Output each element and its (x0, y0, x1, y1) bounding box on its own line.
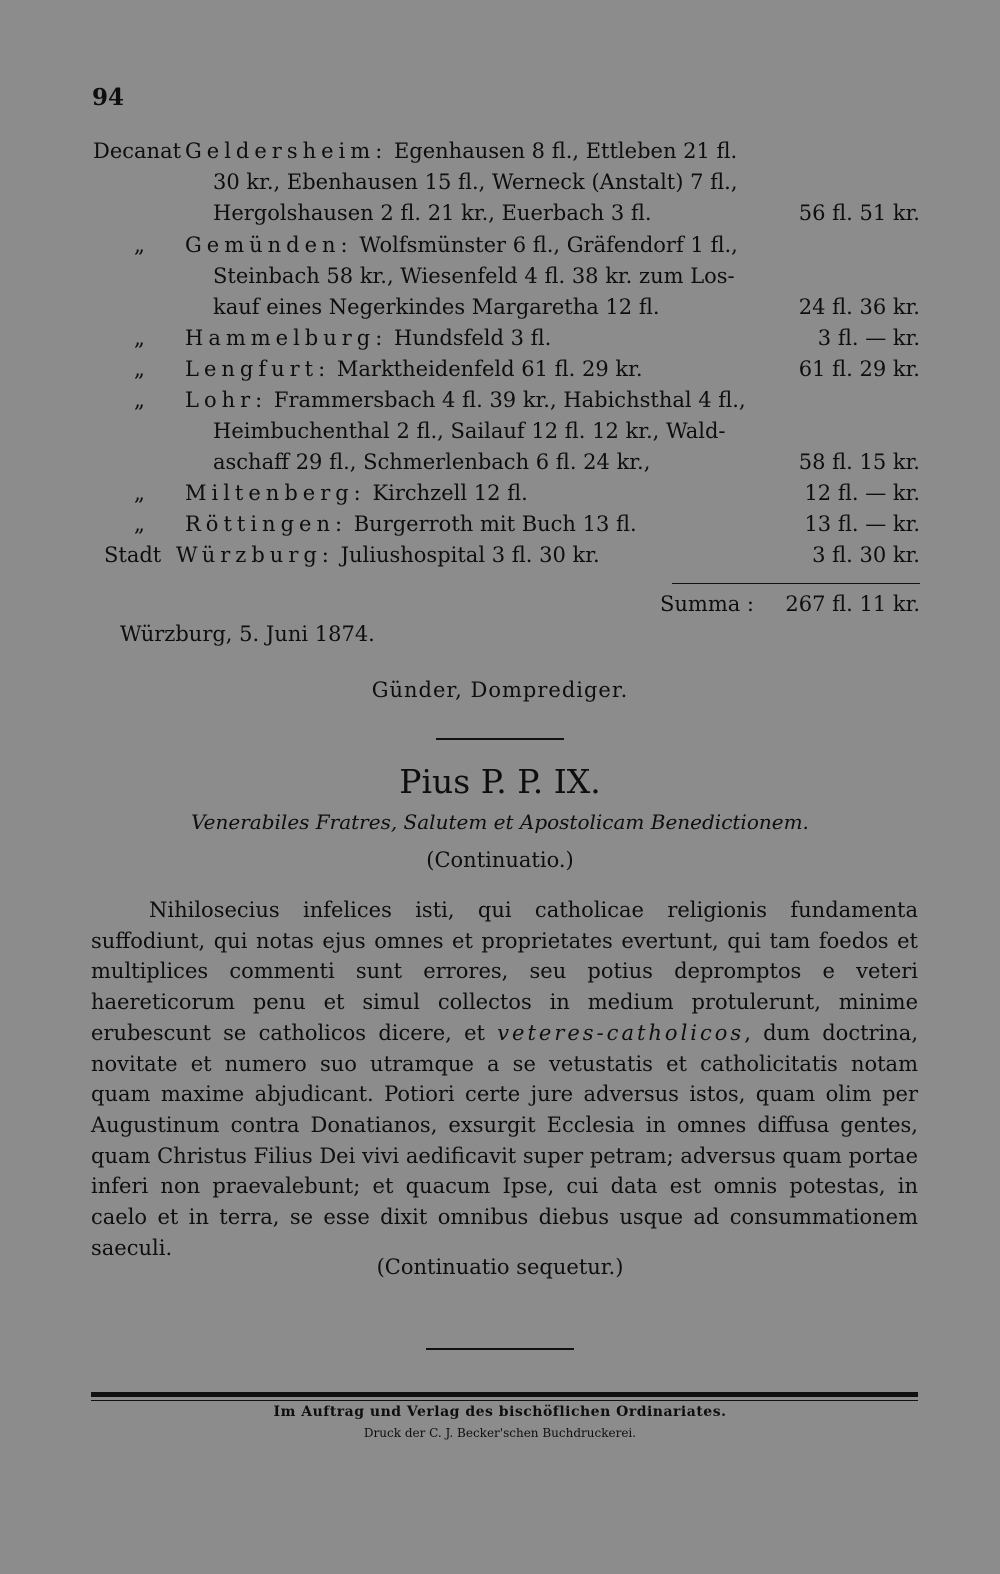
row-text: Wolfsmünster 6 fl., Gräfendorf 1 fl., (359, 233, 738, 257)
place-date: Würzburg, 5. Juni 1874. (120, 622, 375, 646)
row-text: Kirchzell 12 fl. (372, 481, 528, 505)
page-number: 94 (92, 84, 125, 111)
list-row (0, 326, 1000, 356)
row-text: Marktheidenfeld 61 fl. 29 kr. (336, 357, 643, 381)
list-row (0, 264, 1000, 294)
list-row (0, 201, 1000, 231)
ditto-mark: „ (134, 512, 145, 536)
list-row (0, 543, 1000, 573)
list-row (0, 139, 1000, 169)
row-text: Hergolshausen 2 fl. 21 kr., Euerbach 3 fl. (213, 201, 652, 225)
row-text: Hundsfeld 3 fl. (394, 326, 552, 350)
row-place: Gemünden: (185, 233, 353, 257)
row-place: Röttingen: (185, 512, 348, 536)
row-place: Geldersheim: (185, 139, 388, 163)
list-row (0, 233, 1000, 263)
row-place: Würzburg: (176, 543, 334, 567)
row-text: Steinbach 58 kr., Wiesenfeld 4 fl. 38 kr. zum Los- (213, 264, 735, 288)
imprint-printer: Druck der C. J. Becker'schen Buchdruckerei. (363, 1426, 637, 1440)
row-text: Heimbuchenthal 2 fl., Sailauf 12 fl. 12 kr., Wald- (213, 419, 726, 443)
list-row (0, 295, 1000, 325)
row-place: Lohr: (185, 388, 268, 412)
section-divider (436, 738, 564, 740)
ditto-mark: „ (134, 481, 145, 505)
continuatio-sequetur: (Continuatio sequetur.) (376, 1255, 624, 1279)
document-title: Pius P. P. IX. (399, 762, 601, 801)
list-row (0, 388, 1000, 418)
signature: Günder, Domprediger. (371, 678, 629, 702)
ditto-mark: „ (134, 388, 145, 412)
row-place: Lengfurt: (185, 357, 331, 381)
imprint-publisher: Im Auftrag und Verlag des bischöflichen Ordinariates. (273, 1404, 727, 1420)
sum-divider (672, 583, 920, 584)
ditto-mark: „ (134, 233, 145, 257)
row-amount: 13 fl. — kr. (804, 512, 920, 536)
list-row (0, 450, 1000, 480)
row-text: Juliushospital 3 fl. 30 kr. (340, 543, 600, 567)
ditto-mark: „ (134, 357, 145, 381)
row-amount: 12 fl. — kr. (804, 481, 920, 505)
document-subtitle: Venerabiles Fratres, Salutem et Apostolicam Benedictionem. (191, 810, 809, 834)
row-text: 30 kr., Ebenhausen 15 fl., Werneck (Anstalt) 7 fl., (213, 170, 738, 194)
continuatio-label: (Continuatio.) (426, 848, 574, 872)
row-text: kauf eines Negerkindes Margaretha 12 fl. (213, 295, 660, 319)
summa-label: Summa : (660, 592, 755, 616)
latin-paragraph (91, 895, 918, 1263)
row-amount: 3 fl. 30 kr. (812, 543, 920, 567)
row-place: Hammelburg: (185, 326, 388, 350)
row-amount: 61 fl. 29 kr. (798, 357, 920, 381)
row-amount: 24 fl. 36 kr. (798, 295, 920, 319)
list-row (0, 419, 1000, 449)
row-text: Burgerroth mit Buch 13 fl. (353, 512, 637, 536)
list-row (0, 512, 1000, 542)
row-amount: 58 fl. 15 kr. (798, 450, 920, 474)
list-row (0, 170, 1000, 200)
row-text: Egenhausen 8 fl., Ettleben 21 fl. (393, 139, 738, 163)
list-row (0, 481, 1000, 511)
row-text: aschaff 29 fl., Schmerlenbach 6 fl. 24 kr., (213, 450, 651, 474)
row-place: Miltenberg: (185, 481, 366, 505)
paragraph-part-2: , dum doctrina, novitate et numero suo utramque a se vetustatis et catholicitatis notam quam maxime abjudicant. Potiori certe jure adversus istos, quam olim per Augustinum contra Donatianos, exsurgit Ecclesia in omnes diffusa gentes, quam Christus Filius Dei vivi aedificavit super petram; adversus quam portae inferi non praevalebunt; et quacum Ipse, cui data est omnis potestas, in caelo et in terra, se esse dixit omnibus diebus usque ad consummationem saeculi. (91, 1020, 918, 1260)
paragraph-part-1: Nihilosecius infelices isti, qui catholicae religionis fundamenta suffodiunt, qui notas ejus omnes et proprietates evertunt, qui tam foedos et multiplices commenti sunt errores, seu potius depromptos e veteri haereticorum penu et simul collectos in medium protulerunt, minime erubescunt se catholicos dicere, et (91, 898, 918, 1045)
footer-rule (91, 1392, 918, 1397)
footer-rule-thin (91, 1400, 918, 1401)
list-row (0, 357, 1000, 387)
row-prefix: Decanat (93, 139, 182, 163)
row-text: Frammersbach 4 fl. 39 kr., Habichsthal 4 fl., (273, 388, 746, 412)
row-prefix: Stadt (104, 543, 162, 567)
ornament-divider (426, 1348, 574, 1350)
ditto-mark: „ (134, 326, 145, 350)
row-amount: 56 fl. 51 kr. (798, 201, 920, 225)
emphasized-term: veteres-catholicos (497, 1020, 745, 1045)
summa-amount: 267 fl. 11 kr. (785, 592, 920, 616)
row-amount: 3 fl. — kr. (817, 326, 920, 350)
